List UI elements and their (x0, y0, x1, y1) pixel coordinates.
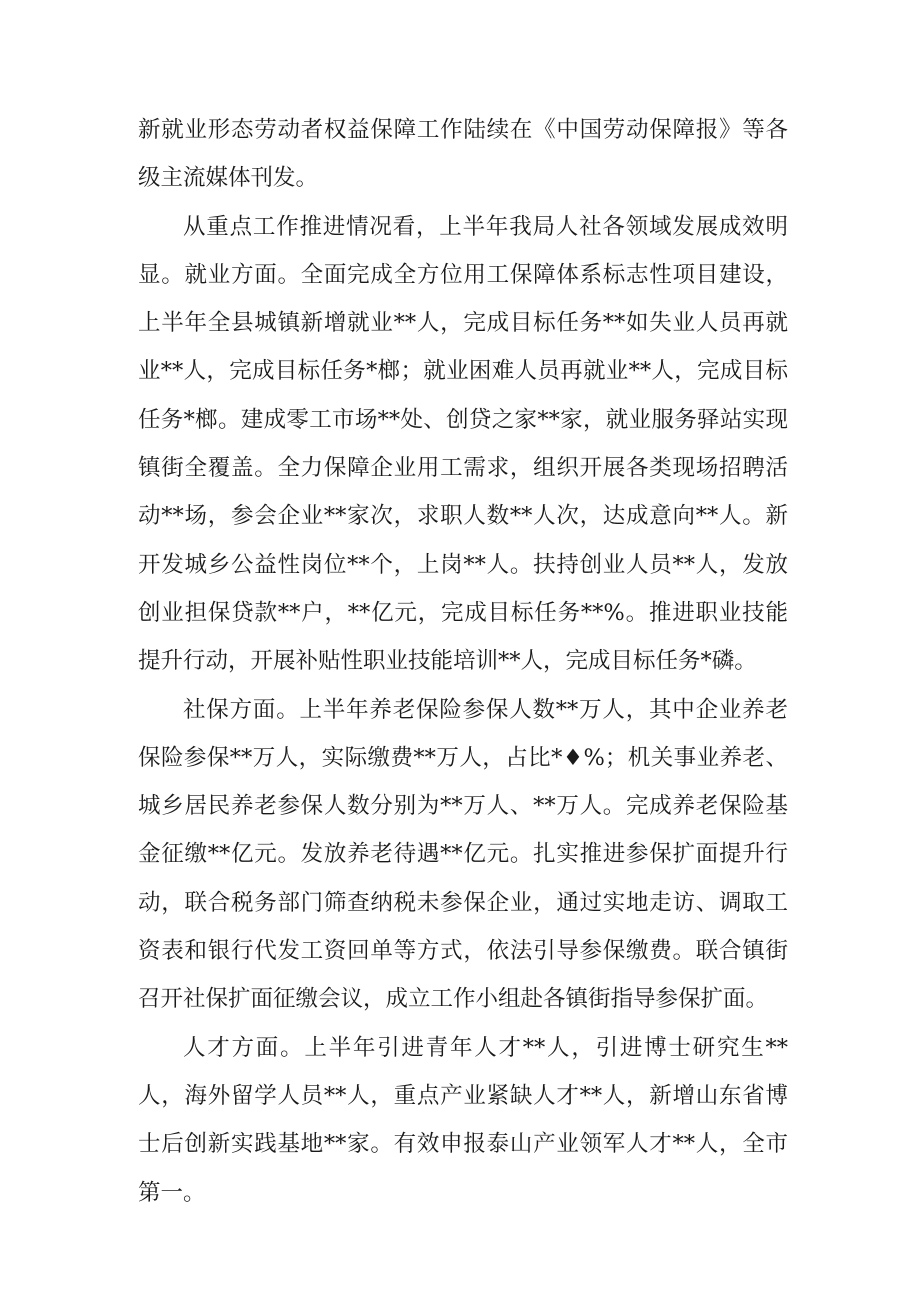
paragraph-employment: 从重点工作推进情况看，上半年我局人社各领域发展成效明显。就业方面。全面完成全方位用工保障体系标志性项目建设，上半年全县城镇新增就业**人，完成目标任务**如失业人员再就业**人，完成目标任务*榔；就业困难人员再就业**人，完成目标任务*榔。建成零工市场**处、创贷之家**家，就业服务驿站实现镇街全覆盖。全力保障企业用工需求，组织开展各类现场招聘活动**场，参会企业**家次，求职人数**人次，达成意向**人。新开发城乡公益性岗位**个，上岗**人。扶持创业人员**人，发放创业担保贷款**户，**亿元，完成目标任务**%。推进职业技能提升行动，开展补贴性职业技能培训**人，完成目标任务*磷。 (138, 213, 788, 675)
paragraph-social-security: 社保方面。上半年养老保险参保人数**万人，其中企业养老保险参保**万人，实际缴费**万人，占比*♦%；机关事业养老、城乡居民养老参保人数分别为**万人、**万人。完成养老保险基金征缴**亿元。发放养老待遇**亿元。扎实推进参保扩面提升行动，联合税务部门筛查纳税未参保企业，通过实地走访、调取工资表和银行代发工资回单等方式，依法引导参保缴费。联合镇街召开社保扩面征缴会议，成立工作小组赴各镇街指导参保扩面。 (138, 696, 788, 1013)
paragraph-continuation: 新就业形态劳动者权益保障工作陆续在《中国劳动保障报》等各级主流媒体刊发。 (138, 117, 788, 192)
document-body (138, 106, 788, 1217)
paragraph-talent: 人才方面。上半年引进青年人才**人，引进博士研究生**人，海外留学人员**人，重点产业紧缺人才**人，新增山东省博士后创新实践基地**家。有效申报泰山产业领军人才**人，全市第一。 (138, 1034, 788, 1206)
